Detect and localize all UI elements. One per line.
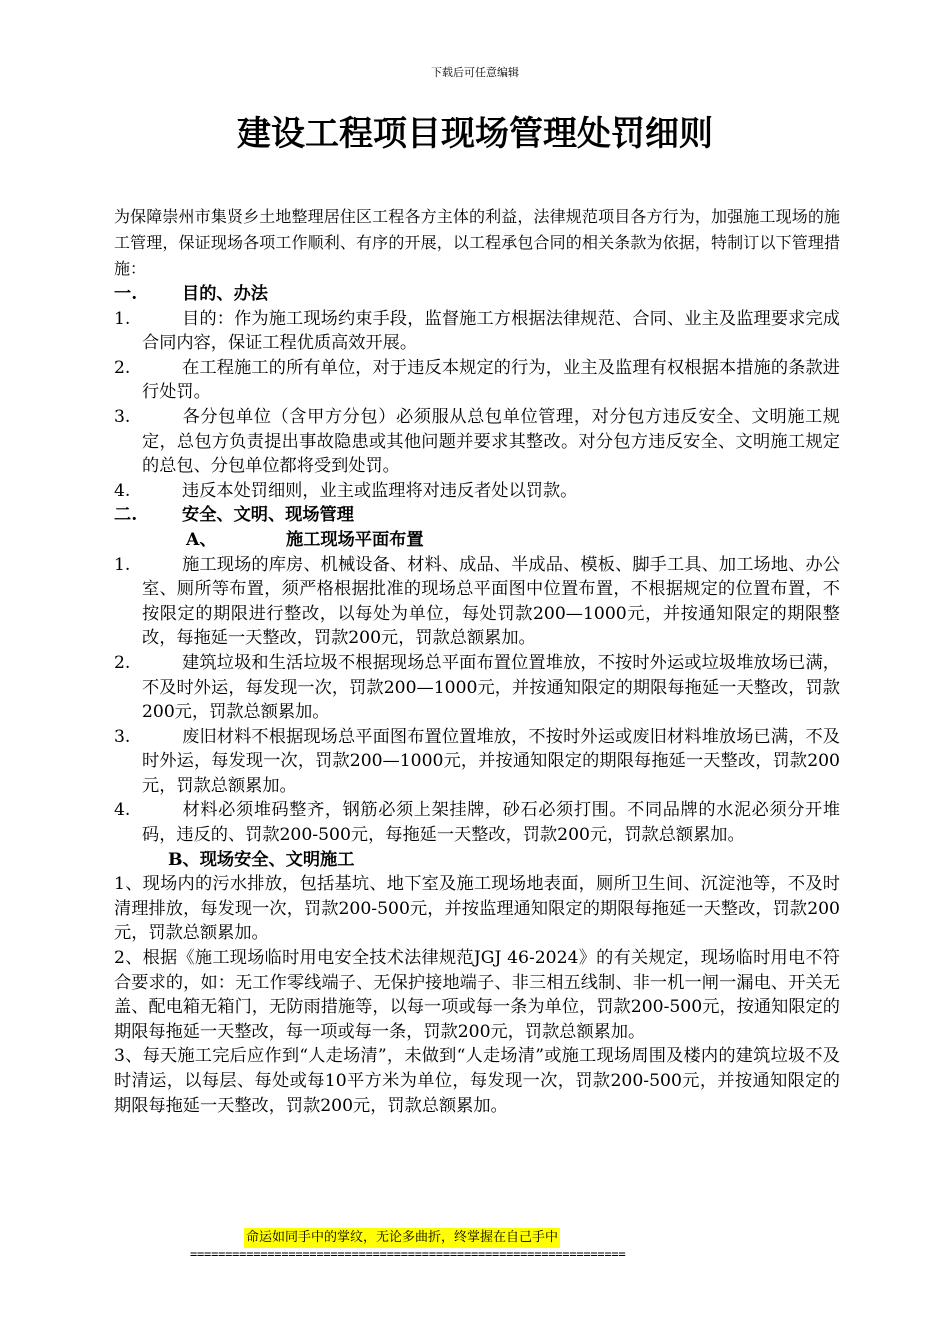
subsection-heading <box>114 528 840 553</box>
item-number: 1. <box>114 308 131 329</box>
paragraph: 1、现场内的污水排放，包括基坑、地下室及施工现场地表面，厕所卫生间、沉淀池等，不及时清理排放，每发现一次，罚款200-500元，并按监理通知限定的期限每拖延一天整改，罚款200元，罚款总额累加。 <box>114 874 840 944</box>
item-number: 4. <box>114 480 131 501</box>
subsection-number: A、 <box>186 529 217 550</box>
list-item <box>114 356 840 405</box>
item-text: 违反本处罚细则，业主或监理将对违反者处以罚款。 <box>182 480 578 501</box>
item-text: 废旧材料不根据现场总平面图布置位置堆放，不按时外运或废旧材料堆放场已满，不及时外运，每发现一次，罚款200—1000元，并按通知限定的期限每拖延一天整改，罚款200元，罚款总额累加。 <box>142 726 840 796</box>
footer-divider: ============================================================== <box>190 1247 626 1261</box>
subsection-heading: B、现场安全、文明施工 <box>168 849 355 870</box>
item-text: 各分包单位（含甲方分包）必须服从总包单位管理，对分包方违反安全、文明施工规定，总包方负责提出事故隐患或其他问题并要求其整改。对分包方违反安全、文明施工规定的总包、分包单位都将受到处罚。 <box>142 406 840 477</box>
section-number: 一. <box>114 284 138 304</box>
item-number: 3. <box>114 726 131 747</box>
section-heading <box>114 503 840 528</box>
section-title: 目的、办法 <box>182 284 268 304</box>
document-body <box>114 204 840 1118</box>
item-text: 材料必须堆码整齐，钢筋必须上架挂牌，砂石必须打围。不同品牌的水泥必须分开堆码，违反的、罚款200-500元，每拖延一天整改，罚款200元，罚款总额累加。 <box>142 800 840 846</box>
document-title: 建设工程项目现场管理处罚细则 <box>237 114 713 154</box>
list-item <box>114 307 840 356</box>
list-item <box>114 479 840 504</box>
item-number: 4. <box>114 800 131 821</box>
item-number: 1. <box>114 554 131 575</box>
list-item <box>114 651 840 725</box>
paragraph: 3、每天施工完后应作到“人走场清”，未做到“人走场清”或施工现场周围及楼内的建筑垃圾不及时清运，以每层、每处或每10平方米为单位，每发现一次，罚款200-500元，并按通知限定的期限每拖延一天整改，罚款200元，罚款总额累加。 <box>114 1046 840 1116</box>
paragraph: 2、根据《施工现场临时用电安全技术法律规范JGJ 46-2024》的有关规定，现场临时用电不符合要求的，如：无工作零线端子、无保护接地端子、非三相五线制、非一机一闸一漏电、开关无盖、配电箱无箱门，无防雨措施等，以每一项或每一条为单位，罚款200-500元，按通知限定的期限每拖延一天整改，每一项或每一条，罚款200元，罚款总额累加。 <box>114 948 840 1042</box>
list-item <box>114 405 840 479</box>
header-note: 下载后可任意编辑 <box>431 66 519 79</box>
item-text: 目的：作为施工现场约束手段，监督施工方根据法律规范、合同、业主及监理要求完成合同内容，保证工程优质高效开展。 <box>142 308 840 354</box>
item-number: 3. <box>114 406 131 427</box>
item-text: 在工程施工的所有单位，对于违反本规定的行为，业主及监理有权根据本措施的条款进行处罚。 <box>142 357 840 403</box>
footer-quote: 命运如同手中的掌纹，无论多曲折，终掌握在自己手中 <box>244 1228 560 1248</box>
section-number: 二. <box>114 505 138 526</box>
section-title: 安全、文明、现场管理 <box>182 505 354 526</box>
item-number: 2. <box>114 357 131 378</box>
subsection-title: 施工现场平面布置 <box>286 529 424 550</box>
item-number: 2. <box>114 652 131 673</box>
section-heading <box>114 282 840 307</box>
list-item <box>114 798 840 847</box>
list-item <box>114 725 840 799</box>
list-item <box>114 553 840 651</box>
intro-paragraph: 为保障崇州市集贤乡土地整理居住区工程各方主体的利益，法律规范项目各方行为，加强施工现场的施工管理，保证现场各项工作顺利、有序的开展，以工程承包合同的相关条款为依据，特制订以下管理措施： <box>114 207 840 278</box>
item-text: 建筑垃圾和生活垃圾不根据现场总平面布置位置堆放，不按时外运或垃圾堆放场已满，不及时外运，每发现一次，罚款200—1000元，并按通知限定的期限每拖延一天整改，罚款200元，罚款总额累加。 <box>142 652 840 723</box>
item-text: 施工现场的库房、机械设备、材料、成品、半成品、模板、脚手工具、加工场地、办公室、厕所等布置，须严格根据批准的现场总平面图中位置布置，不根据规定的位置布置，不按限定的期限进行整改，以每处为单位，每处罚款200—1000元，并按通知限定的期限整改，每拖延一天整改，罚款200元，罚款总额累加。 <box>142 554 840 649</box>
